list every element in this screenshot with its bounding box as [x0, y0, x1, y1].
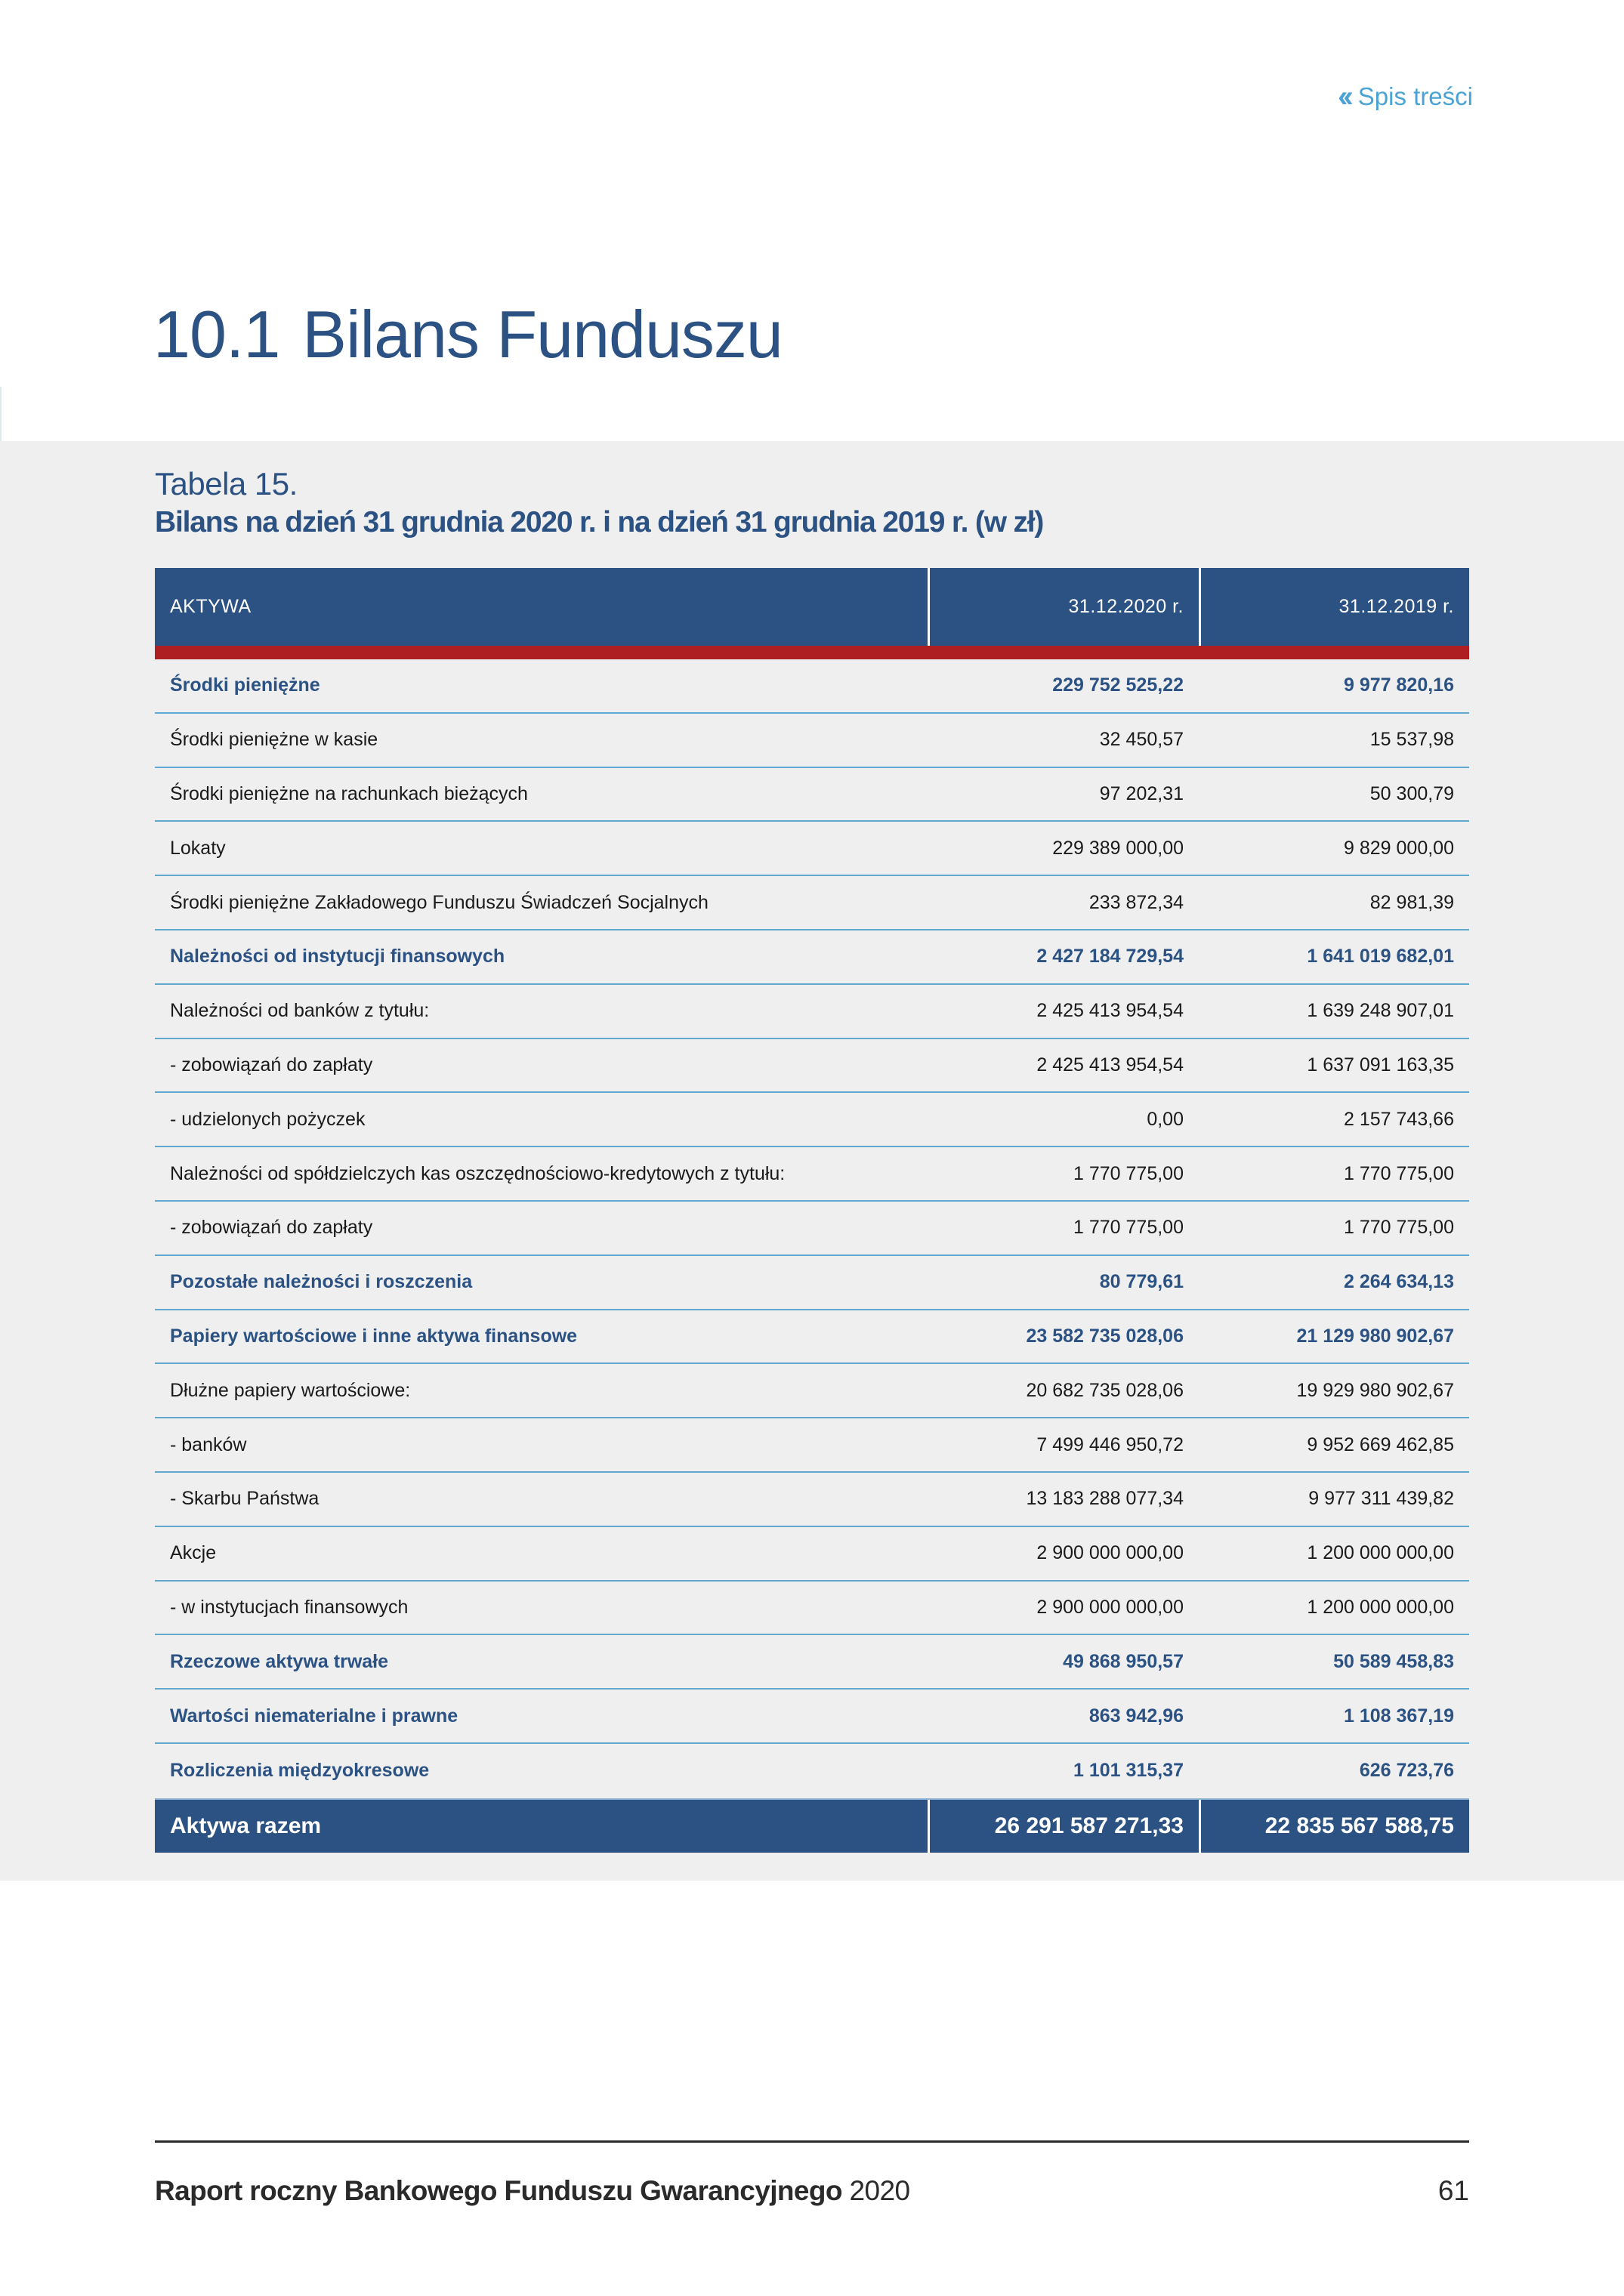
toc-link-label: Spis treści	[1357, 82, 1473, 110]
table-row	[155, 1582, 1469, 1636]
row-value-2019: 9 977 311 439,82	[1308, 1488, 1454, 1510]
header-aktywa: AKTYWA	[170, 596, 252, 617]
page-title	[153, 296, 783, 373]
table-header	[155, 568, 1469, 646]
row-value-2019: 1 637 091 163,35	[1307, 1054, 1454, 1075]
row-value-2019: 626 723,76	[1359, 1760, 1454, 1782]
total-2020: 26 291 587 271,33	[928, 1800, 1199, 1853]
table-row	[155, 1473, 1469, 1527]
row-label: Należności od spółdzielczych kas oszczędnościowo-kredytowych z tytułu:	[170, 1162, 786, 1184]
row-value-2020: 2 425 413 954,54	[1036, 1054, 1184, 1075]
table-body	[155, 659, 1469, 1798]
row-value-2019: 82 981,39	[1369, 891, 1454, 913]
row-value-2019: 9 829 000,00	[1344, 837, 1454, 859]
row-label: - banków	[170, 1433, 247, 1455]
double-chevron-left-icon: ‹‹	[1338, 80, 1349, 113]
row-label: - Skarbu Państwa	[170, 1488, 320, 1510]
table-row	[155, 1527, 1469, 1582]
row-value-2020: 80 779,61	[1099, 1271, 1184, 1293]
row-value-2019: 1 641 019 682,01	[1307, 946, 1454, 967]
table-row	[155, 1418, 1469, 1473]
row-value-2020: 2 427 184 729,54	[1036, 946, 1184, 967]
footer-report-title	[155, 2175, 909, 2207]
row-value-2020: 20 682 735 028,06	[1026, 1379, 1184, 1401]
row-label: - zobowiązań do zapłaty	[170, 1217, 373, 1239]
row-value-2020: 32 450,57	[1099, 729, 1184, 751]
table-row-section	[155, 659, 1469, 714]
row-value-2019: 19 929 980 902,67	[1296, 1379, 1454, 1401]
row-label: Wartości niematerialne i prawne	[170, 1705, 458, 1727]
row-label: Akcje	[170, 1542, 217, 1564]
left-edge-rule	[0, 387, 2, 441]
table-title: Bilans na dzień 31 grudnia 2020 r. i na dzień 31 grudnia 2019 r. (w zł)	[155, 506, 1044, 539]
table-row	[155, 768, 1469, 822]
row-value-2020: 229 389 000,00	[1052, 837, 1184, 859]
row-value-2020: 233 872,34	[1088, 891, 1184, 913]
header-2019: 31.12.2019 r.	[1199, 568, 1469, 646]
table-number: Tabela 15.	[155, 466, 298, 501]
row-label: Środki pieniężne Zakładowego Funduszu Świadczeń Socjalnych	[170, 891, 709, 913]
row-label: Środki pieniężne	[170, 674, 320, 696]
total-2019: 22 835 567 588,75	[1199, 1800, 1469, 1853]
footer-divider	[155, 2140, 1469, 2143]
table-row-section	[155, 1256, 1469, 1310]
row-value-2019: 2 157 743,66	[1344, 1108, 1454, 1130]
row-value-2020: 97 202,31	[1099, 782, 1184, 804]
header-accent-bar	[155, 646, 1469, 659]
row-value-2020: 2 900 000 000,00	[1036, 1542, 1184, 1564]
row-label: - w instytucjach finansowych	[170, 1596, 409, 1618]
table-row-section	[155, 930, 1469, 985]
table-row	[155, 822, 1469, 876]
row-value-2019: 2 264 634,13	[1344, 1271, 1454, 1293]
row-value-2019: 1 200 000 000,00	[1307, 1596, 1454, 1618]
footer-report-name: Raport roczny Bankowego Funduszu Gwarancyjnego	[155, 2175, 842, 2206]
table-row-section	[155, 1744, 1469, 1798]
total-label: Aktywa razem	[170, 1813, 322, 1838]
row-value-2020: 1 770 775,00	[1073, 1162, 1184, 1184]
footer-year: 2020	[849, 2175, 910, 2206]
row-value-2019: 1 770 775,00	[1344, 1217, 1454, 1239]
row-value-2020: 1 101 315,37	[1073, 1760, 1184, 1782]
section-number: 10.1	[153, 297, 280, 372]
table-row	[155, 1364, 1469, 1418]
row-label: - zobowiązań do zapłaty	[170, 1054, 373, 1075]
row-label: Papiery wartościowe i inne aktywa finansowe	[170, 1325, 578, 1347]
page-number: 61	[1437, 2175, 1469, 2206]
row-value-2019: 9 952 669 462,85	[1307, 1433, 1454, 1455]
row-value-2020: 49 868 950,57	[1063, 1650, 1184, 1672]
table-row-section	[155, 1310, 1469, 1365]
table-row	[155, 985, 1469, 1039]
row-value-2019: 1 639 248 907,01	[1307, 1000, 1454, 1022]
table-row-section	[155, 1635, 1469, 1690]
table-of-contents-link[interactable]	[1338, 82, 1473, 112]
row-value-2019: 50 300,79	[1369, 782, 1454, 804]
table-row	[155, 714, 1469, 768]
row-value-2019: 50 589 458,83	[1333, 1650, 1454, 1672]
row-value-2020: 23 582 735 028,06	[1026, 1325, 1184, 1347]
row-value-2019: 1 770 775,00	[1344, 1162, 1454, 1184]
section-title: Bilans Funduszu	[302, 297, 783, 372]
table-row-section	[155, 1690, 1469, 1744]
row-value-2019: 9 977 820,16	[1344, 674, 1454, 696]
row-value-2020: 13 183 288 077,34	[1026, 1488, 1184, 1510]
table-row	[155, 1147, 1469, 1202]
row-label: Należności od instytucji finansowych	[170, 946, 505, 967]
row-label: Pozostałe należności i roszczenia	[170, 1271, 473, 1293]
row-value-2019: 1 108 367,19	[1344, 1705, 1454, 1727]
balance-sheet-table	[155, 568, 1469, 1853]
row-label: Rzeczowe aktywa trwałe	[170, 1650, 389, 1672]
row-value-2020: 2 425 413 954,54	[1036, 1000, 1184, 1022]
row-value-2020: 0,00	[1147, 1108, 1184, 1130]
row-value-2020: 229 752 525,22	[1052, 674, 1184, 696]
row-value-2020: 7 499 446 950,72	[1036, 1433, 1184, 1455]
row-value-2019: 1 200 000 000,00	[1307, 1542, 1454, 1564]
row-label: Należności od banków z tytułu:	[170, 1000, 430, 1022]
row-value-2020: 1 770 775,00	[1073, 1217, 1184, 1239]
row-value-2020: 2 900 000 000,00	[1036, 1596, 1184, 1618]
table-row	[155, 1039, 1469, 1094]
row-label: Środki pieniężne w kasie	[170, 729, 378, 751]
row-value-2020: 863 942,96	[1088, 1705, 1184, 1727]
row-label: Lokaty	[170, 837, 226, 859]
table-row	[155, 1202, 1469, 1256]
table-caption	[155, 465, 1043, 542]
total-row	[155, 1798, 1469, 1853]
row-value-2019: 15 537,98	[1369, 729, 1454, 751]
table-row	[155, 876, 1469, 930]
row-label: Środki pieniężne na rachunkach bieżących	[170, 782, 528, 804]
header-2020: 31.12.2020 r.	[928, 568, 1199, 646]
row-label: Rozliczenia międzyokresowe	[170, 1760, 430, 1782]
row-label: - udzielonych pożyczek	[170, 1108, 366, 1130]
row-value-2019: 21 129 980 902,67	[1296, 1325, 1454, 1347]
table-row	[155, 1093, 1469, 1147]
row-label: Dłużne papiery wartościowe:	[170, 1379, 411, 1401]
